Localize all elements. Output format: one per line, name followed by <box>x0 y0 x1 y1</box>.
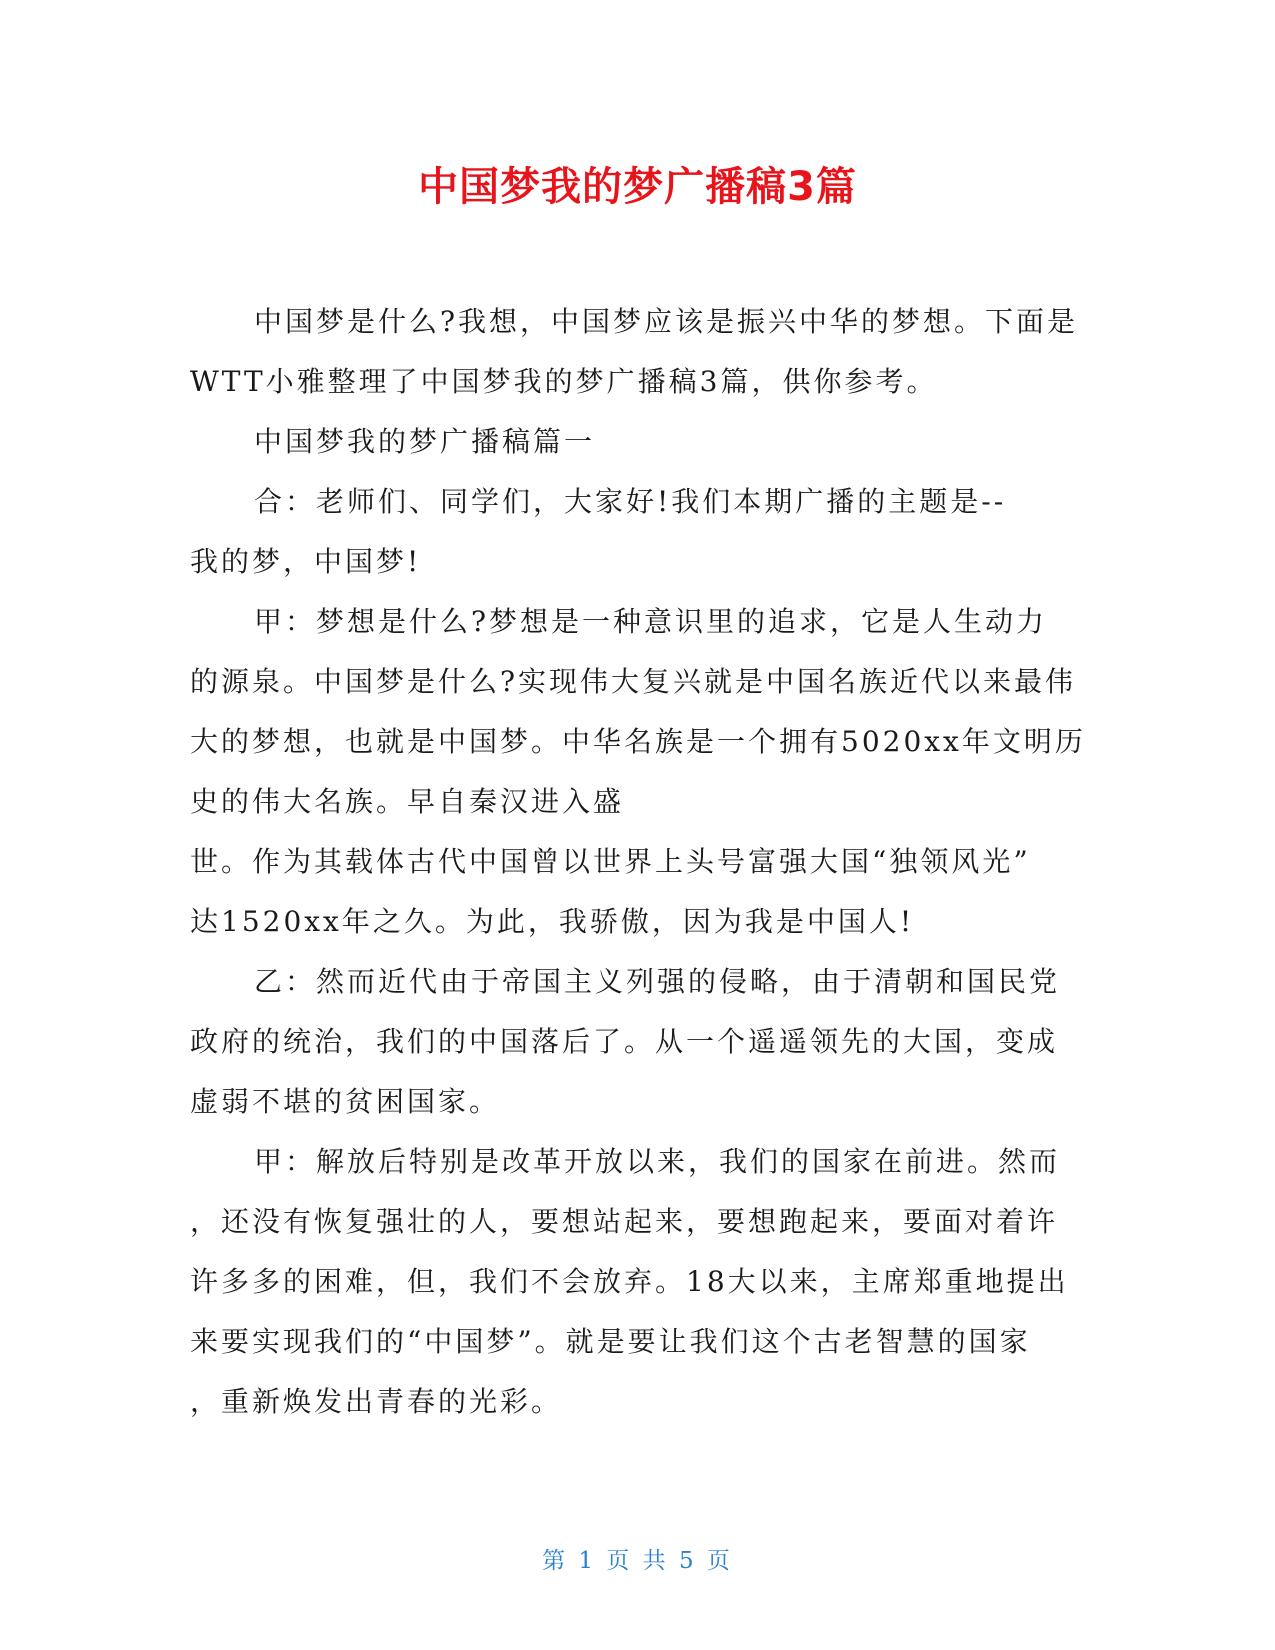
body-line: 世。作为其载体古代中国曾以世界上头号富强大国“独领风光” <box>190 845 1031 878</box>
body-line: 政府的统治，我们的中国落后了。从一个遥遥领先的大国，变成 <box>190 1025 1059 1058</box>
body-line: 虚弱不堪的贫困国家。 <box>190 1085 501 1118</box>
body-line: ，重新焕发出青春的光彩。 <box>190 1385 563 1418</box>
document-body <box>190 297 1090 1437</box>
body-line: WTT小雅整理了中国梦我的梦广播稿3篇，供你参考。 <box>190 365 938 398</box>
body-line: 许多多的困难，但，我们不会放弃。18大以来，主席郑重地提出 <box>190 1265 1069 1298</box>
body-line: 史的伟大名族。早自秦汉进入盛 <box>190 785 625 818</box>
body-line: 的源泉。中国梦是什么?实现伟大复兴就是中国名族近代以来最伟 <box>190 665 1077 698</box>
body-line: 甲：解放后特别是改革开放以来，我们的国家在前进。然而 <box>254 1145 1061 1178</box>
body-line: 乙：然而近代由于帝国主义列强的侵略，由于清朝和国民党 <box>254 965 1061 998</box>
body-line: ，还没有恢复强壮的人，要想站起来，要想跑起来，要面对着许 <box>190 1205 1059 1238</box>
body-line: 来要实现我们的“中国梦”。就是要让我们这个古老智慧的国家 <box>190 1325 1031 1358</box>
body-line: 大的梦想，也就是中国梦。中华名族是一个拥有5020xx年文明历 <box>190 725 1086 758</box>
body-line: 甲：梦想是什么?梦想是一种意识里的追求，它是人生动力 <box>254 605 1048 638</box>
body-line: 合：老师们、同学们，大家好!我们本期广播的主题是-- <box>254 485 1007 518</box>
section-heading: 中国梦我的梦广播稿篇一 <box>254 425 596 458</box>
document-title: 中国梦我的梦广播稿3篇 <box>418 164 857 210</box>
body-line: 达1520xx年之久。为此，我骄傲，因为我是中国人! <box>190 905 915 938</box>
page-footer: 第 1 页 共 5 页 <box>542 1548 733 1574</box>
body-line: 中国梦是什么?我想，中国梦应该是振兴中华的梦想。下面是 <box>254 305 1079 338</box>
body-line: 我的梦，中国梦! <box>190 545 422 578</box>
